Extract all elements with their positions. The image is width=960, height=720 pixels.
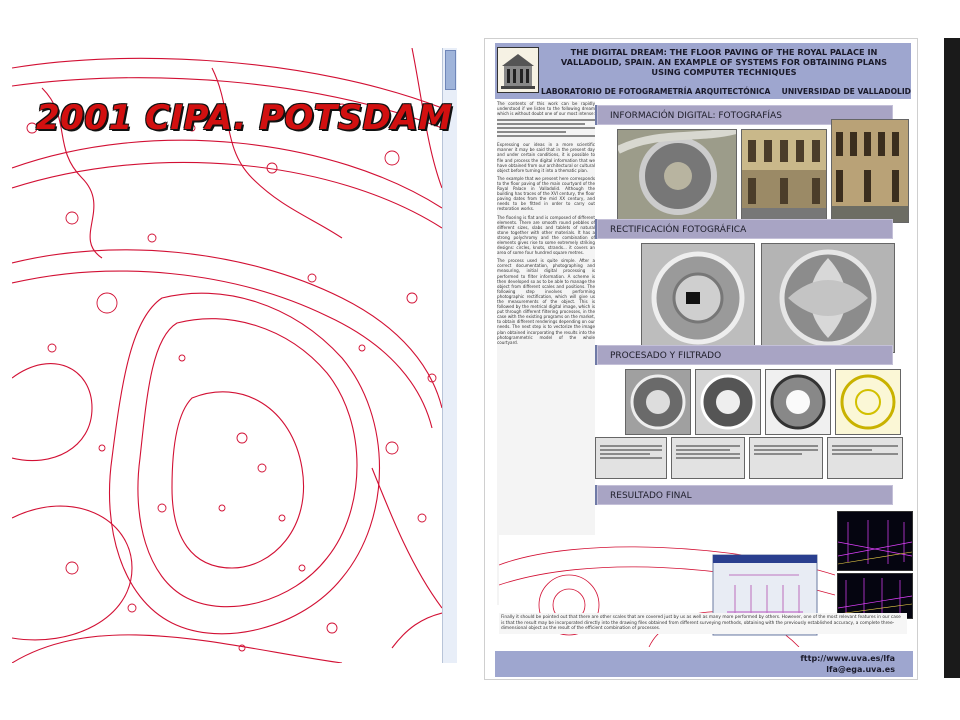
university-logo — [497, 47, 539, 93]
section-header-proc: PROCESADO Y FILTRADO — [597, 345, 893, 365]
footer-url[interactable]: fttp://www.uva.es/lfa — [800, 654, 895, 663]
university-name: UNIVERSIDAD DE VALLADOLID — [781, 87, 911, 96]
poster — [484, 38, 918, 680]
filtered-tile-1 — [625, 369, 691, 435]
photo-courtyard-1 — [741, 129, 827, 223]
conference-title: 2001 CIPA. POTSDAM — [36, 98, 453, 138]
intro-paragraph: The contents of this work can be rapidly understood if we listen to the following dream which is without doubt one of our most intense: — [497, 101, 595, 117]
lab-line — [541, 87, 911, 96]
filtered-tile-2 — [695, 369, 761, 435]
paragraph-5: The process used is quite simple. After a correct documentation, photographing and measuring, initial digital processing is performed to filter information. A scheme is then developed so as to be able to manage the object from different scales and positions. The following step involves performing photographic rectification, which will give us the measurements of the object. This is followed by the metrical digital image, which is put through different filtering processes, in the case with the existing programs on the market, to obtain different renderings depending on our needs. The next step is to vectorize the image plan obtained incorporating the results into the photogrammetric model of the whole courtyard. — [497, 258, 595, 345]
filter-caption-3 — [749, 437, 823, 479]
photo-courtyard-2 — [831, 119, 909, 223]
filtered-tile-3 — [765, 369, 831, 435]
poster-footer — [495, 651, 913, 677]
photo-pavement-1 — [617, 129, 737, 223]
lab-name: LABORATORIO DE FOTOGRAMETRÍA ARQUITECTÓNICA — [541, 87, 771, 96]
text-column — [497, 101, 595, 605]
quoted-dream-lines — [497, 119, 595, 137]
rectified-tile-2 — [761, 243, 895, 353]
filter-caption-1 — [595, 437, 667, 479]
vertical-scrollbar[interactable] — [442, 48, 457, 663]
poster-header — [495, 43, 911, 99]
paragraph-3: The example that we present here corresponds to the floor paving of the main courtyard of the Royal Palace in Valladolid. Although the building has traces of the XVI century, the floor paving dates from the mid XX century, and needs to be fitted in order to carry out restoration works. — [497, 175, 595, 212]
vector-trace-image — [12, 48, 442, 663]
paragraph-4: The flooring is flat and is composed of different elements. There are smooth round pebbles of different sizes, slabs and tablets of natural stone together with other materials. It has a strong polychromy and the combination of elements gives rise to some extremely striking designs: circles, knots, strands... it covers an area of some four hundred square metres. — [497, 214, 595, 256]
render-night-1 — [837, 511, 913, 571]
final-paragraph: Finally it should be pointed out that there are other scales that are covered just by us as well as many more performed by others. However, one of the most relevant features in our case is that the result may be incorporated directly into the drawing files obtained from different surveying methods, obtaining with the previously established accuracy, a complete three-dimensional object as the result of the efficient combination of processes. — [499, 613, 907, 634]
section-header-final: RESULTADO FINAL — [597, 485, 893, 505]
dark-edge-strip — [944, 38, 960, 678]
red-contour-drawing — [12, 48, 442, 663]
rectified-tile-1 — [641, 243, 755, 353]
section-header-rect: RECTIFICACIÓN FOTOGRÁFICA — [597, 219, 893, 239]
paragraph-2: Expressing our ideas in a more scientific manner it may be said that in the present day and under certain conditions, it is possible to file and process the digital information that we have obtained from our architectural or cultural object before turning it into a thematic plan. — [497, 142, 595, 173]
filtered-tile-4 — [835, 369, 901, 435]
scrollbar-thumb[interactable] — [445, 50, 456, 90]
footer-email[interactable]: lfa@ega.uva.es — [826, 665, 895, 674]
filter-caption-2 — [671, 437, 745, 479]
building-icon — [498, 48, 538, 92]
poster-title: THE DIGITAL DREAM: THE FLOOR PAVING OF THE ROYAL PALACE IN VALLADOLID, SPAIN. AN EXAMPLE OF SYSTEMS FOR OBTAINING PLANS USING COMPUTER TECHNIQUES — [560, 47, 888, 77]
section-header-info: INFORMACIÓN DIGITAL: FOTOGRAFÍAS — [597, 105, 893, 125]
filter-caption-4 — [827, 437, 903, 479]
